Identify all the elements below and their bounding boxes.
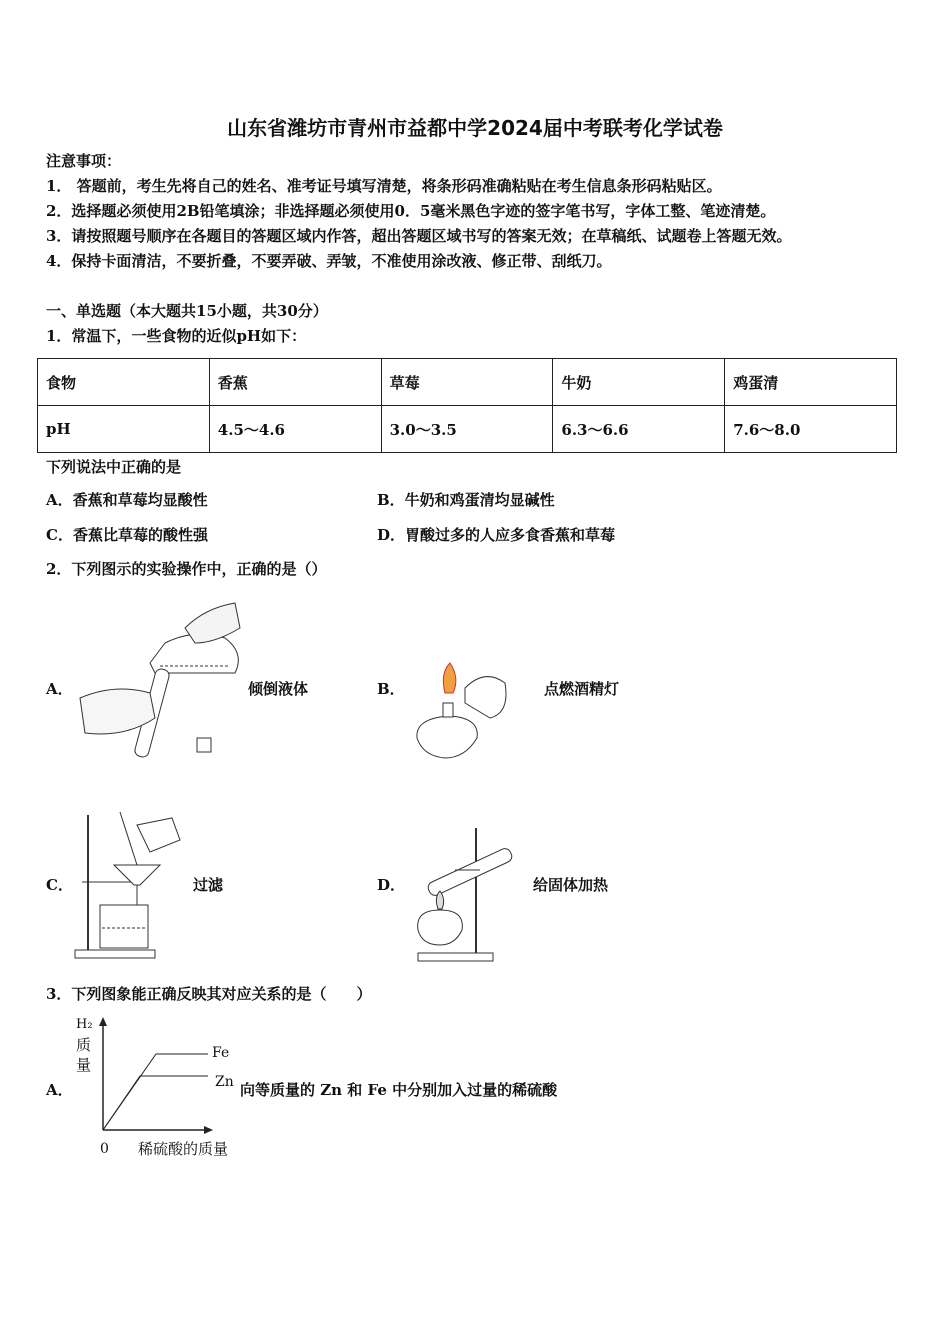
note-item: 3．请按照题号顺序在各题目的答题区域内作答，超出答题区域书写的答案无效；在草稿纸、试题卷上答题无效。 <box>46 227 792 245</box>
q2-option-a-label: 倾倒液体 <box>248 680 309 698</box>
zn-series-line <box>103 1076 208 1130</box>
x-axis-arrow-icon <box>204 1126 213 1134</box>
q2-option-b-label: 点燃酒精灯 <box>544 680 620 698</box>
q2-option-a-letter: A． <box>46 680 73 698</box>
q1-prompt: 下列说法中正确的是 <box>46 458 182 476</box>
table-cell: pH <box>38 406 210 453</box>
table-header-row <box>38 359 897 406</box>
table-cell: 7.6～8.0 <box>725 406 897 453</box>
filtration-illustration <box>72 810 187 962</box>
q2-option-d-letter: D． <box>377 876 406 894</box>
q1-stem: 1．常温下，一些食物的近似pH如下： <box>46 327 307 345</box>
heating-solid-illustration <box>410 825 530 963</box>
q2-stem: 2．下列图示的实验操作中，正确的是（） <box>46 560 327 578</box>
graph-series-label-zn: Zn <box>215 1074 234 1090</box>
q1-option-a: A．香蕉和草莓均显酸性 <box>46 491 208 509</box>
lighting-alcohol-lamp-illustration <box>405 658 515 768</box>
table-cell: 香蕉 <box>209 359 381 406</box>
q2-option-c-label: 过滤 <box>193 876 224 894</box>
graph-ylabel: 质 <box>76 1036 92 1054</box>
q3-stem: 3．下列图象能正确反映其对应关系的是（ ） <box>46 985 372 1003</box>
notes-heading: 注意事项： <box>46 152 122 170</box>
pouring-liquid-illustration <box>75 598 250 763</box>
table-cell: 3.0～3.5 <box>381 406 553 453</box>
y-axis-arrow-icon <box>99 1017 107 1026</box>
section-heading: 一、单选题（本大题共15小题，共30分） <box>46 302 328 320</box>
q1-option-d: D．胃酸过多的人应多食香蕉和草莓 <box>377 526 616 544</box>
graph-series-label-fe: Fe <box>212 1045 230 1061</box>
q2-option-d-label: 给固体加热 <box>533 876 609 894</box>
page-title: 山东省潍坊市青州市益都中学2024届中考联考化学试卷 <box>227 116 723 140</box>
q2-option-b-letter: B． <box>377 680 405 698</box>
table-row <box>38 406 897 453</box>
graph-origin-label: 0 <box>100 1141 109 1157</box>
note-item: 2．选择题必须使用2B铅笔填涂；非选择题必须使用0．5毫米黑色字迹的签字笔书写，字体工整、笔迹清楚。 <box>46 202 776 220</box>
q3-option-a-letter: A． <box>46 1081 73 1099</box>
note-item: 1． 答题前，考生先将自己的姓名、准考证号填写清楚，将条形码准确粘贴在考生信息条形码粘贴区。 <box>46 177 722 195</box>
fe-series-line <box>103 1054 208 1130</box>
table-cell: 牛奶 <box>553 359 725 406</box>
table-cell: 食物 <box>38 359 210 406</box>
note-item: 4．保持卡面清洁，不要折叠，不要弄破、弄皱，不准使用涂改液、修正带、刮纸刀。 <box>46 252 612 270</box>
table-cell: 4.5～4.6 <box>209 406 381 453</box>
table-cell: 鸡蛋清 <box>725 359 897 406</box>
q3-option-a-text: 向等质量的 Zn 和 Fe 中分别加入过量的稀硫酸 <box>240 1081 558 1099</box>
graph-ylabel-h2: H₂ <box>76 1017 93 1032</box>
table-cell: 6.3～6.6 <box>553 406 725 453</box>
graph-xlabel: 稀硫酸的质量 <box>138 1140 229 1158</box>
q1-option-c: C．香蕉比草莓的酸性强 <box>46 526 208 544</box>
q2-option-c-letter: C． <box>46 876 73 894</box>
ph-table <box>37 358 897 453</box>
table-cell: 草莓 <box>381 359 553 406</box>
graph-ylabel: 量 <box>76 1056 92 1074</box>
q1-option-b: B．牛奶和鸡蛋清均显碱性 <box>377 491 555 509</box>
